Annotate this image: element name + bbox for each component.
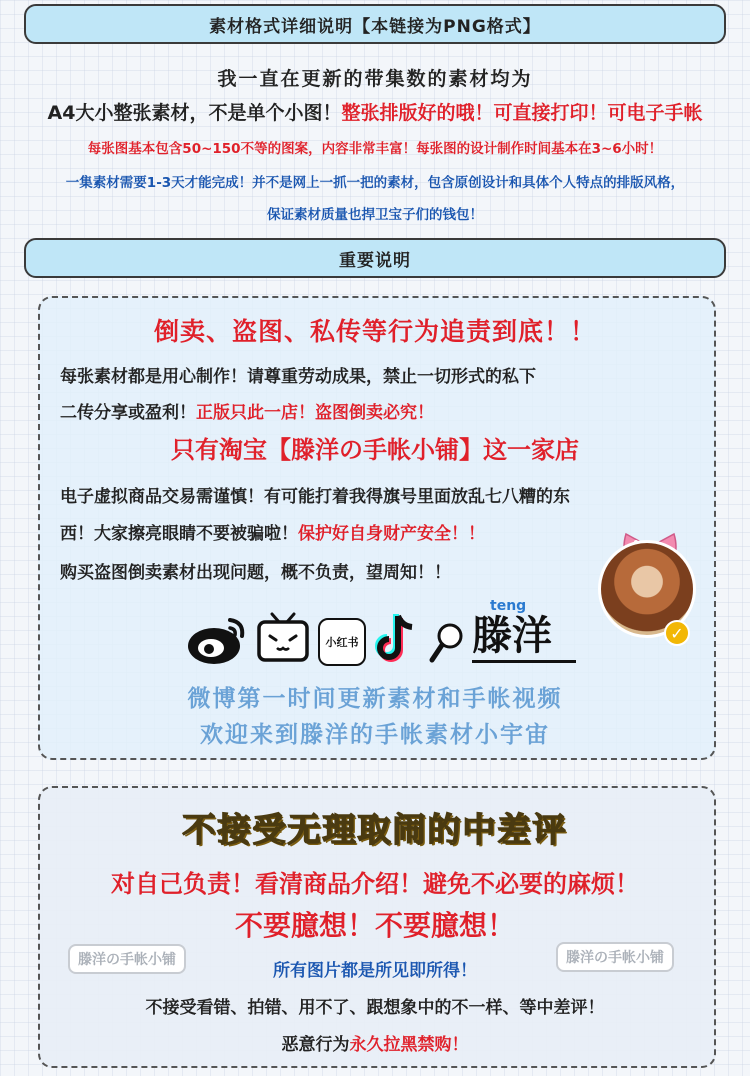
format-banner: 素材格式详细说明【本链接为PNG格式】 [24, 4, 726, 44]
notice-p2-b: 正版只此一店！盗图倒卖必究！ [196, 403, 434, 423]
intro-line-3: 每张图基本包含50~150不等的图案，内容非常丰富！每张图的设计制作时间基本在3~6小时！ [87, 141, 663, 157]
review-line-5-b: 永久拉黑禁购！ [349, 1035, 469, 1055]
intro-line-1: 我一直在更新的带集数的素材均为 [217, 68, 533, 90]
notice-headline: 倒卖、盗图、私传等行为追责到底！！ [153, 317, 596, 346]
teng-name-block [472, 598, 582, 666]
notice-p4 [60, 519, 485, 544]
notice-p4-a: 西！大家擦亮眼睛不要被骗啦！ [60, 524, 298, 544]
review-headline: 不接受无理取闹的中差评 [182, 810, 568, 849]
review-line-2: 不要臆想！不要臆想！ [234, 909, 515, 942]
teng-underline [472, 660, 576, 663]
shop-line: 只有淘宝【滕洋の手帐小铺】这一家店 [171, 436, 579, 464]
teng-big-label: 滕洋 [472, 613, 552, 659]
weibo-icon[interactable] [186, 614, 248, 666]
notice-p2 [60, 398, 434, 423]
review-line-5-a: 恶意行为 [281, 1035, 350, 1055]
xiaohongshu-icon[interactable]: 小红书 [318, 618, 366, 666]
review-line-5 [0, 1030, 750, 1055]
bilibili-tv-icon[interactable] [256, 610, 310, 666]
social-icons-row [186, 596, 582, 666]
weibo-line-1: 微博第一时间更新素材和手帐视频 [187, 686, 563, 712]
review-line-1: 对自己负责！看清商品介绍！避免不必要的麻烦！ [111, 870, 639, 898]
intro-line-2-b: 整张排版好的哦！可直接打印！可电子手帐 [341, 102, 703, 124]
intro-line-4: 一集素材需要1-3天才能完成！并不是网上一抓一把的素材，包含原创设计和具体个人特点的排版风格， [65, 175, 685, 191]
intro-line-2 [0, 98, 750, 125]
intro-line-5: 保证素材质量也捍卫宝子们的钱包！ [267, 207, 483, 223]
intro-line-2-a: A4大小整张素材，不是单个小图！ [47, 102, 342, 124]
notice-p4-b: 保护好自身财产安全！！ [298, 524, 485, 544]
notice-p3: 电子虚拟商品交易需谨慎！有可能打着我得旗号里面放乱七八糟的东 [60, 487, 570, 507]
notice-p1: 每张素材都是用心制作！请尊重劳动成果，禁止一切形式的私下 [60, 367, 536, 387]
notice-p2-a: 二传分享或盈利！ [60, 403, 196, 423]
review-line-3: 所有图片都是所见即所得！ [273, 961, 477, 981]
search-icon[interactable] [428, 620, 464, 666]
important-banner: 重要说明 [24, 238, 726, 278]
review-line-4: 不接受看错、拍错、用不了、跟想象中的不一样、等中差评！ [145, 998, 605, 1018]
shop-stamp-right: 滕洋の手帐小铺 [556, 942, 674, 972]
verified-badge-icon: ✓ [664, 620, 690, 646]
shop-stamp-left: 滕洋の手帐小铺 [68, 944, 186, 974]
douyin-icon[interactable] [374, 610, 420, 666]
notice-p5: 购买盗图倒卖素材出现问题，概不负责，望周知！！ [60, 563, 451, 583]
weibo-line-2: 欢迎来到滕洋的手帐素材小宇宙 [200, 722, 550, 748]
teng-small-label: teng [490, 598, 527, 614]
